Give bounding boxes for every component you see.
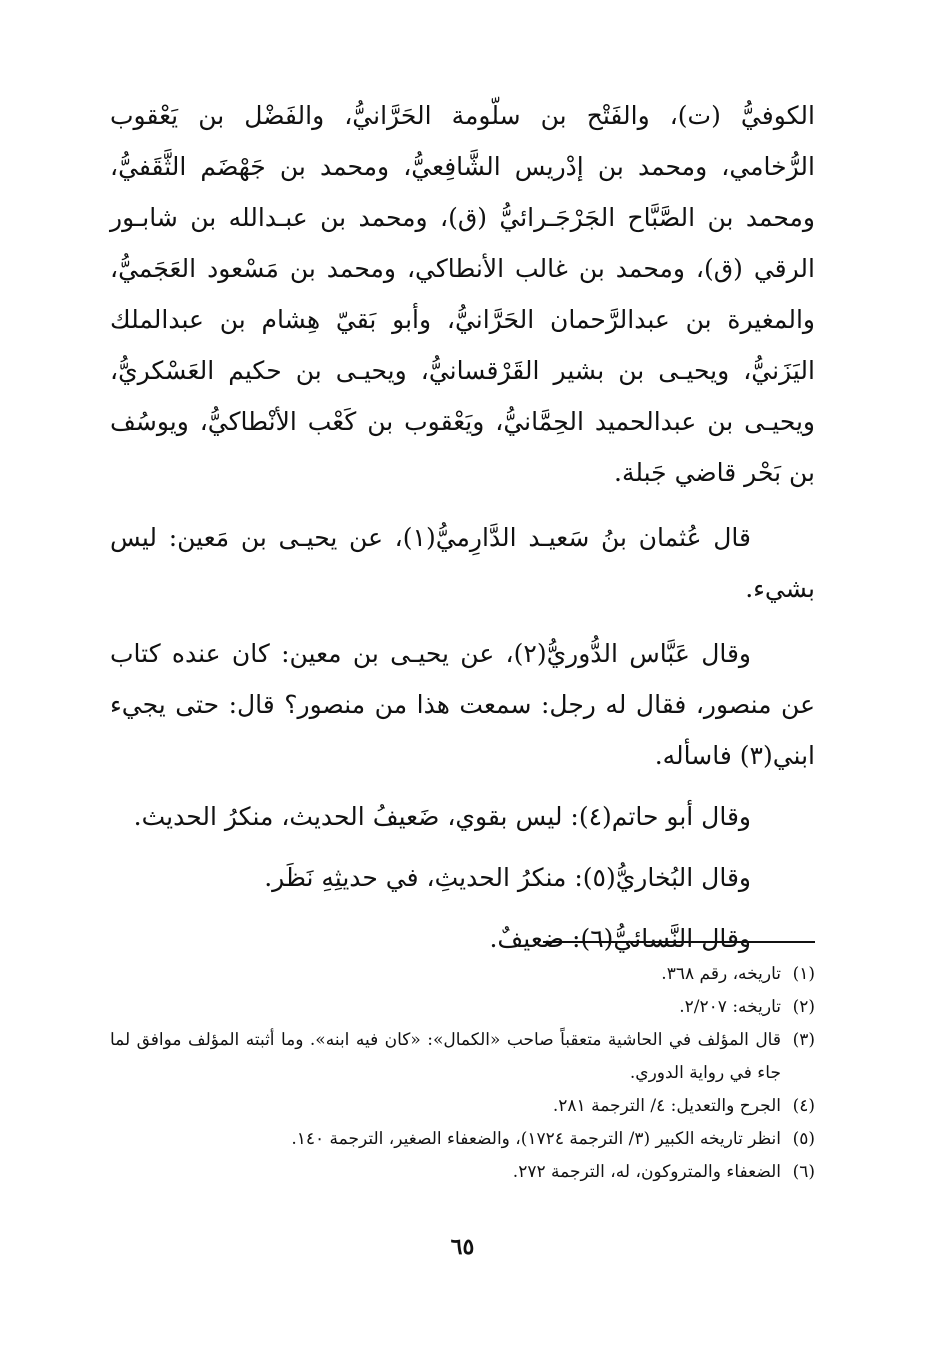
footnote-item xyxy=(110,1090,815,1123)
footnote-text: الضعفاء والمتروكون، له، الترجمة ٢٧٢. xyxy=(512,1162,781,1182)
darimi-quote-paragraph: قال عُثمان بنُ سَعيـد الدَّارِميُّ(١)، عن يحيـى بن مَعين: ليس بشيء. xyxy=(110,523,815,603)
footnote-text: تاريخه، رقم ٣٦٨. xyxy=(661,964,781,984)
footnote-number: (٢) xyxy=(792,997,815,1017)
footnote-number: (٦) xyxy=(792,1162,815,1182)
footnote-number: (٣) xyxy=(792,1030,815,1050)
footnote-item xyxy=(110,1123,815,1156)
footnote-number: (١) xyxy=(792,964,815,984)
footnote-text: تاريخه: ٢/٢٠٧. xyxy=(679,997,781,1017)
footnote-divider xyxy=(543,941,815,943)
footnote-text: قال المؤلف في الحاشية متعقباً صاحب «الكمال»: «كان فيه ابنه». وما أثبته المؤلف موافق لما جاء في رواية الدوري. xyxy=(110,1030,781,1083)
footnote-text: انظر تاريخه الكبير (٣/ الترجمة ١٧٢٤)، والضعفاء الصغير، الترجمة ١٤٠. xyxy=(291,1129,781,1149)
footnote-item xyxy=(110,1156,815,1189)
footnote-item xyxy=(110,958,815,991)
footnotes xyxy=(110,958,815,1189)
narrators-list-paragraph: الكوفيُّ (ت)، والفَتْح بن سلّومة الحَرَّانيُّ، والفَضْل بن يَعْقوب الرُّخامي، ومحمد بن إدْريس الشَّافِعيُّ، ومحمد بن جَهْضَم الثَّقَفيُّ، ومحمد بن الصَّبَّاح الجَرْجَـرائيُّ (ق)، ومحمد بن عبـدالله بن شابـور الرقي (ق)، ومحمد بن غالب الأنطاكي، ومحمد بن مَسْعود العَجَميُّ، والمغيرة بن عبدالرَّحمان الحَرَّانيُّ، وأبو بَقيّ هِشام بن عبدالملك اليَزَنيُّ، ويحيـى بن بشير القَرْقسانيُّ، ويحيـى بن حكيم العَسْكريُّ، ويحيـى بن عبدالحميد الحِمَّانيُّ، ويَعْقوب بن كَعْب الأنْطاكيُّ، ويوسُف بن بَحْر قاضي جَبلة. xyxy=(110,101,815,487)
footnote-item xyxy=(110,1024,815,1090)
page-number: ٦٥ xyxy=(450,1234,475,1260)
main-text xyxy=(110,90,815,964)
footnote-text: الجرح والتعديل: ٤/ الترجمة ٢٨١. xyxy=(552,1096,781,1116)
nasai-quote-paragraph: وقال النَّسائيُّ(٦): ضعيفٌ. xyxy=(489,924,751,953)
bukhari-quote-paragraph: وقال البُخاريُّ(٥): منكرُ الحديثِ، في حديثِهِ نَظَر. xyxy=(264,863,751,892)
abu-hatim-quote-paragraph: وقال أبو حاتم(٤): ليس بقوي، ضَعيفُ الحديث، منكرُ الحديث. xyxy=(133,802,751,831)
footnote-number: (٥) xyxy=(792,1129,815,1149)
footnote-item xyxy=(110,991,815,1024)
footnote-number: (٤) xyxy=(792,1096,815,1116)
duri-quote-paragraph: وقال عَبَّاس الدُّوريُّ(٢)، عن يحيـى بن معين: كان عنده كتاب عن منصور، فقال له رجل: سمعت هذا من منصور؟ قال: حتى يجيء ابني(٣) فاسأله. xyxy=(110,639,815,770)
